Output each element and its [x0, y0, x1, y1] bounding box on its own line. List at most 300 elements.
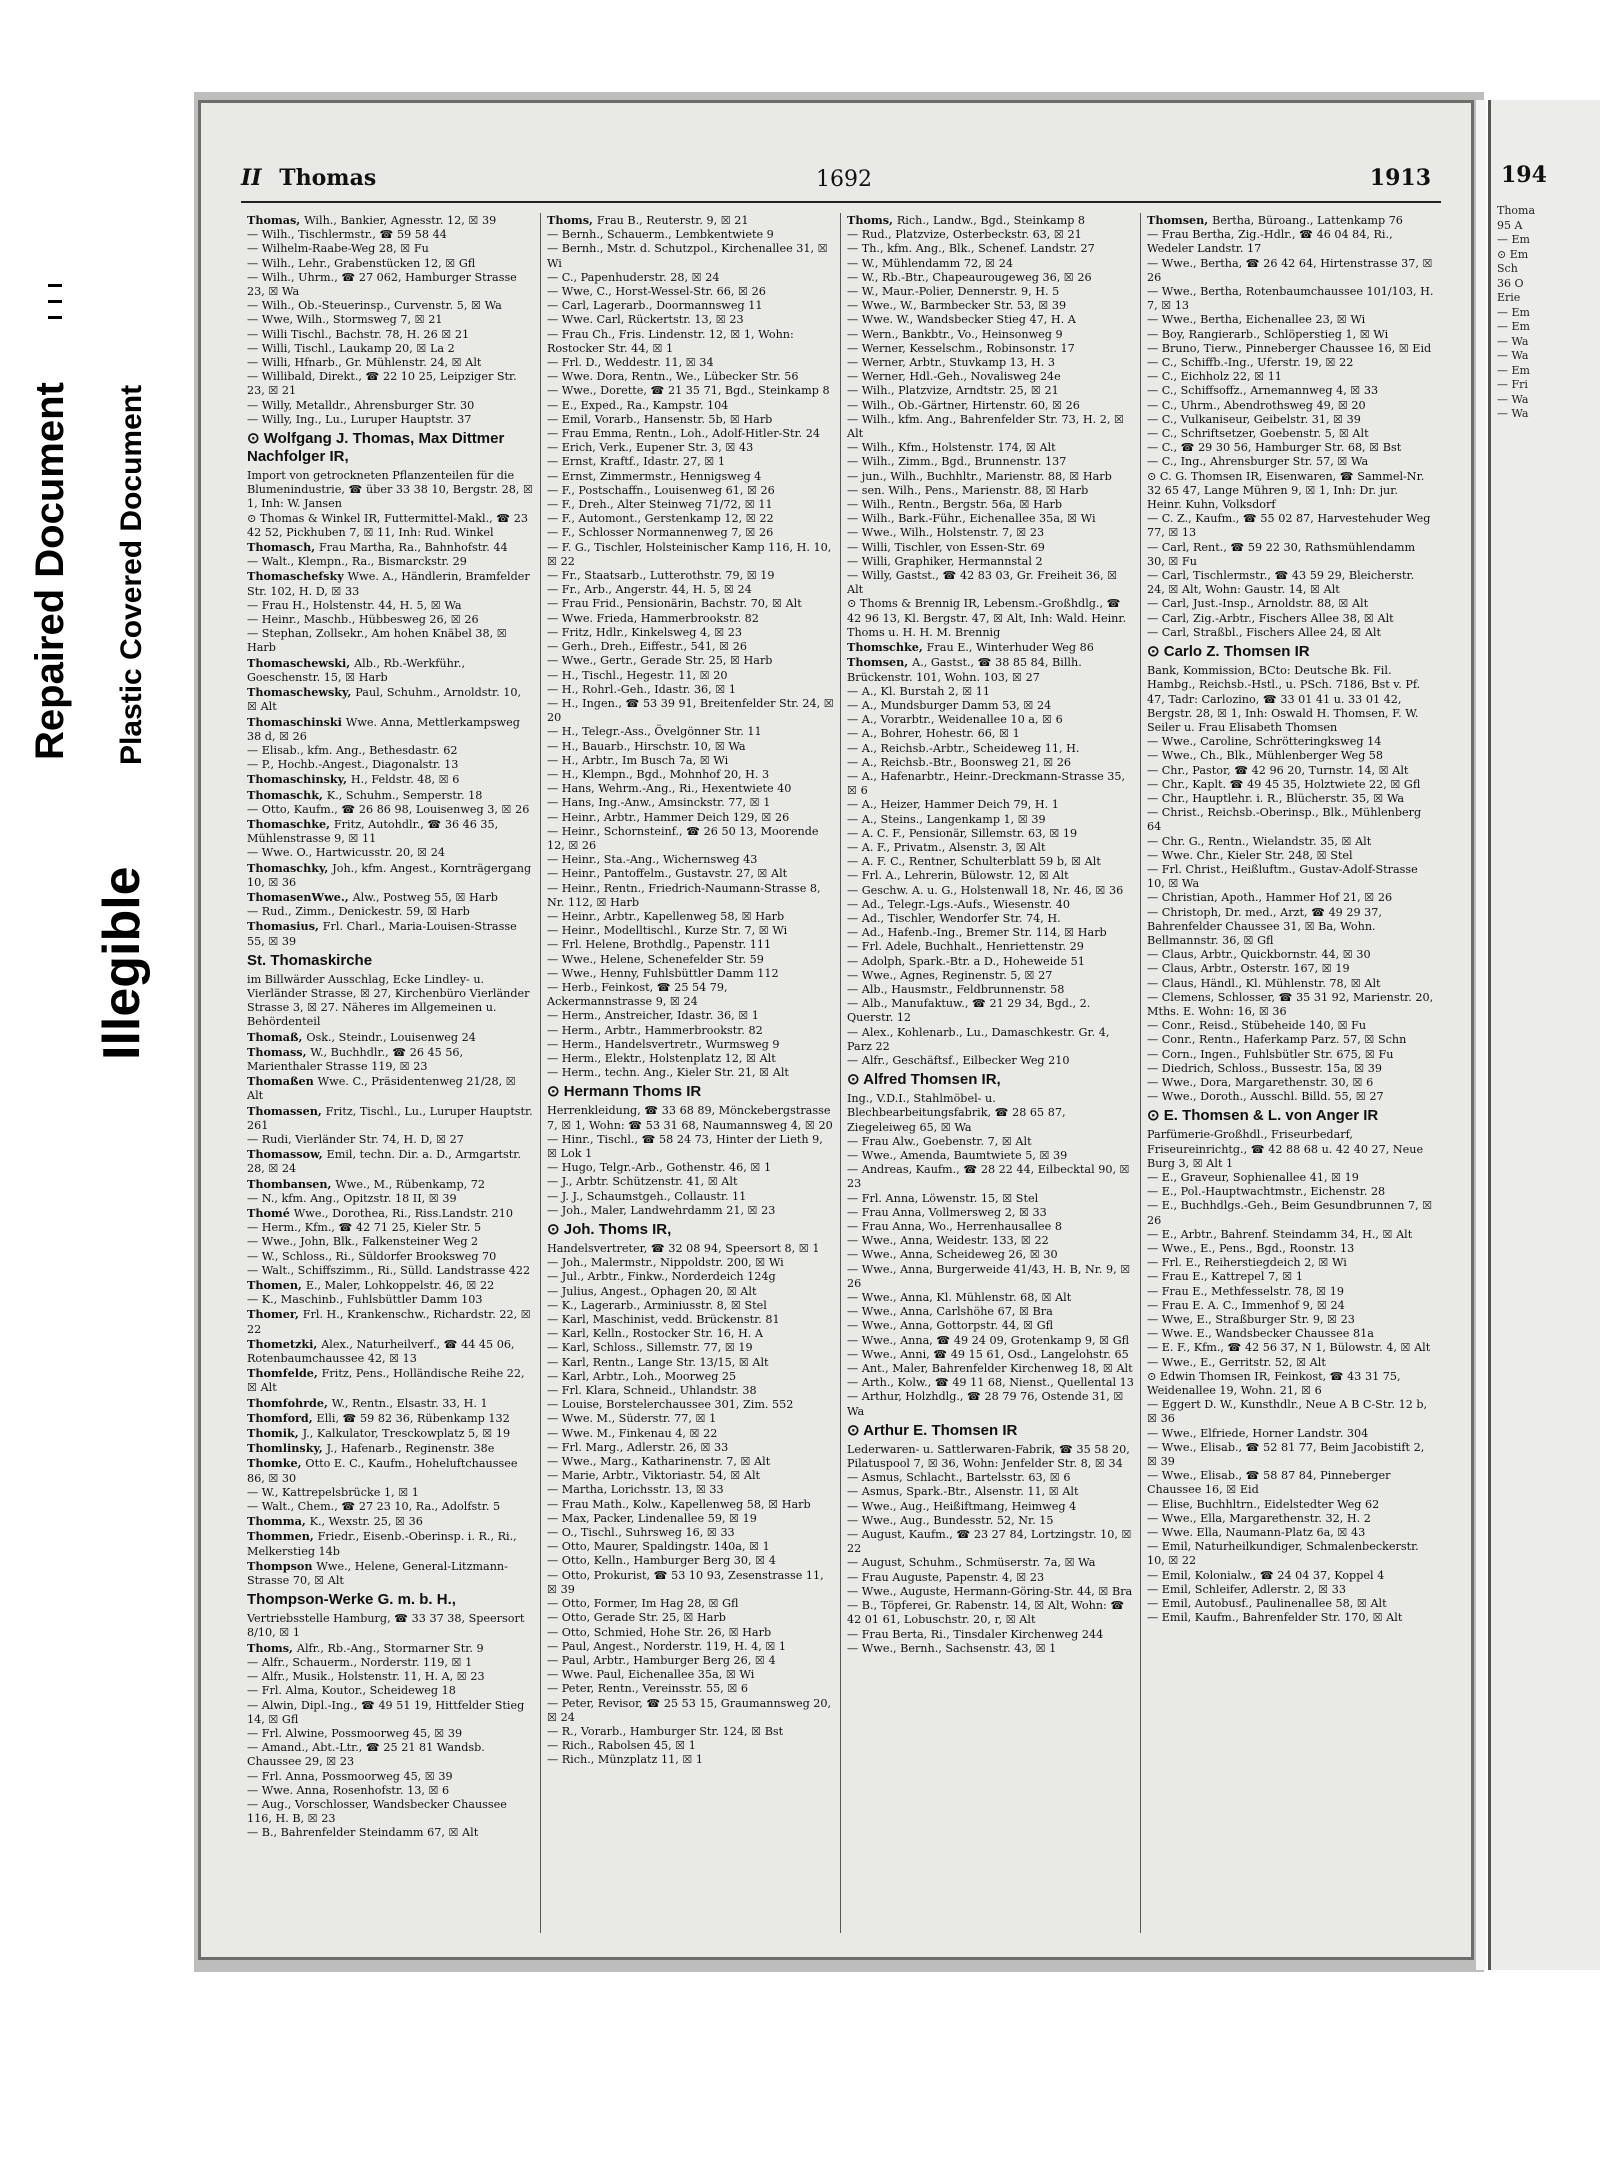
directory-entry — [1147, 1597, 1435, 1611]
directory-entry — [1147, 778, 1435, 792]
entry-text: — H., Ingen., ☎ 53 39 91, Breitenfelder Str. 24, ☒ 20 — [547, 696, 834, 725]
directory-entry — [847, 685, 1134, 699]
entry-text: ⊙ Wolfgang J. Thomas, Max Dittmer Nachfolger IR, — [247, 430, 505, 466]
directory-entry — [547, 569, 834, 583]
entry-text: — Christ., Reichsb.-Oberinsp., Blk., Mühlenberg 64 — [1147, 806, 1422, 834]
directory-entry — [847, 356, 1134, 370]
directory-entry — [247, 846, 534, 860]
entry-text: — Wwe., Elisab., ☎ 52 81 77, Beim Jacobistift 2, ☒ 39 — [1147, 1440, 1425, 1469]
directory-entry — [547, 1654, 834, 1668]
directory-entry — [847, 1305, 1134, 1319]
directory-entry — [247, 1337, 534, 1366]
directory-entry — [247, 370, 534, 398]
entry-text: — C., Schiffb.-Ing., Uferstr. 19, ☒ 22 — [1147, 356, 1354, 370]
directory-heading — [1147, 1107, 1435, 1125]
entry-text: Thompson-Werke G. m. b. H., — [247, 1591, 456, 1609]
entry-text: — C., Eichholz 22, ☒ 11 — [1147, 370, 1282, 384]
entry-text: — Aug., Vorschlosser, Wandsbecker Chaussee 116, H. B, ☒ 23 — [247, 1797, 507, 1826]
directory-entry — [547, 512, 834, 526]
directory-entry — [847, 1348, 1134, 1362]
entry-text: — Chr., Hauptlehr. i. R., Blücherstr. 35, ☒ Wa — [1147, 791, 1405, 805]
entry-text: — E., Graveur, Sophienallee 41, ☒ 19 — [1147, 1171, 1359, 1184]
directory-entry — [547, 285, 834, 299]
directory-entry — [547, 1009, 834, 1023]
directory-entry — [547, 725, 834, 739]
entry-text: — Rich., Münzplatz 11, ☒ 1 — [547, 1753, 704, 1767]
entry-text: — Elisab., kfm. Ang., Bethesdastr. 62 — [247, 743, 458, 757]
entry-text: — Wwe. Anna, Rosenhofstr. 13, ☒ 6 — [247, 1783, 450, 1797]
directory-entry — [547, 981, 834, 1009]
directory-entry — [547, 1161, 834, 1175]
entry-text: — Heinr., Rentn., Friedrich-Naumann-Strasse 8, Nr. 112, ☒ Harb — [547, 881, 821, 909]
entry-text: — Bernh., Mstr. d. Schutzpol., Kirchenallee 31, ☒ Wi — [547, 242, 828, 270]
directory-entry — [547, 1412, 834, 1426]
directory-entry — [547, 1024, 834, 1038]
directory-entry — [847, 1220, 1134, 1234]
directory-entry — [547, 626, 834, 640]
directory-entry — [847, 370, 1134, 384]
directory-entry — [1147, 1526, 1435, 1540]
entry-text: — Carl, Straßbl., Fischers Allee 24, ☒ Alt — [1147, 625, 1382, 639]
column-3 — [841, 213, 1141, 1933]
directory-entry — [547, 271, 834, 285]
entry-text: Herrenkleidung, ☎ 33 68 89, Mönckebergstrasse 7, ☒ 1, Wohn: ☎ 53 31 68, Naumannsweg 4, ☒ 20 — [547, 1104, 833, 1132]
entry-text: — Alfr., Musik., Holstenstr. 11, H. A, ☒ 23 — [247, 1670, 485, 1684]
directory-entry — [547, 1597, 834, 1611]
entry-text: — Frl. Marg., Adlerstr. 26, ☒ 33 — [547, 1440, 729, 1454]
entry-surname: ThomasenWwe., — [247, 889, 353, 904]
directory-entry — [1147, 849, 1435, 863]
directory-entry — [847, 271, 1134, 285]
illegible-label: Illegible — [93, 866, 151, 1060]
adjacent-line: 36 O — [1497, 276, 1524, 290]
entry-text: — Otto, Prokurist, ☎ 53 10 93, Zesenstrasse 11, ☒ 39 — [547, 1568, 824, 1596]
entry-text: Alb., Rb.-Werkführ., Goeschenstr. 15, ☒ Harb — [247, 656, 466, 684]
entry-surname: Thoms, — [247, 1640, 297, 1655]
directory-entry — [847, 969, 1134, 983]
directory-entry — [1147, 313, 1435, 327]
entry-text: — jun., Wilh., Buchhltr., Marienstr. 88, ☒ Harb — [847, 469, 1112, 483]
directory-entry — [547, 1066, 834, 1080]
entry-text: — Wwe. Ella, Naumann-Platz 6a, ☒ 43 — [1147, 1526, 1366, 1540]
entry-text: — E., Exped., Ra., Kampstr. 104 — [547, 398, 729, 412]
entry-text: — Wwe. M., Süderstr. 77, ☒ 1 — [547, 1412, 717, 1426]
directory-entry — [247, 890, 534, 905]
directory-entry — [547, 825, 834, 853]
entry-surname: Thomaschinsky, — [247, 772, 351, 787]
entry-text: — Heinr., Modelltischl., Kurze Str. 7, ☒ Wi — [547, 924, 788, 938]
directory-entry — [847, 1291, 1134, 1305]
entry-text: — Conr., Reisd., Stübeheide 140, ☒ Fu — [1147, 1019, 1367, 1033]
directory-entry — [247, 772, 534, 787]
adjacent-line: Thoma — [1497, 204, 1536, 217]
entry-text: — A., Mundsburger Damm 53, ☒ 24 — [847, 698, 1052, 712]
directory-entry — [247, 1411, 534, 1426]
entry-text: — Martha, Lorichsstr. 13, ☒ 33 — [547, 1483, 724, 1497]
entry-text: — Emil, Schleifer, Adlerstr. 2, ☒ 33 — [1147, 1582, 1346, 1596]
adjacent-line: Erie — [1497, 291, 1521, 304]
entry-text: — Heinr., Schornsteinf., ☎ 26 50 13, Moorende 12, ☒ 26 — [547, 824, 819, 852]
directory-entry — [1147, 1076, 1435, 1090]
entry-text: — W., Rb.-Btr., Chapeaurougeweg 36, ☒ 26 — [847, 270, 1092, 284]
directory-entry — [847, 1585, 1134, 1599]
entry-text: Wwe. C., Präsidentenweg 21/28, ☒ Alt — [247, 1075, 516, 1103]
entry-text: — Ernst, Kraftf., Idastr. 27, ☒ 1 — [547, 455, 726, 469]
entry-text: — Wwe. Dora, Rentn., We., Lübecker Str. 56 — [547, 370, 799, 384]
directory-entry — [547, 541, 834, 569]
entry-text: — Carl, Just.-Insp., Arnoldstr. 88, ☒ Alt — [1147, 597, 1369, 611]
directory-entry — [547, 1175, 834, 1189]
entry-text: — Frl. E., Reiherstiegdeich 2, ☒ Wi — [1147, 1256, 1347, 1270]
entry-surname: Thomma, — [247, 1514, 310, 1529]
directory-entry — [847, 242, 1134, 256]
directory-entry — [247, 1656, 534, 1670]
entry-text: — E. F., Kfm., ☎ 42 56 37, N 1, Bülowstr. 4, ☒ Alt — [1147, 1341, 1431, 1355]
entry-text: — Frau Berta, Ri., Tinsdaler Kirchenweg 244 — [847, 1627, 1104, 1641]
entry-text: — Fr., Staatsarb., Lutterothstr. 79, ☒ 19 — [547, 569, 775, 583]
entry-text: — Frau Anna, Wo., Herrenhausallee 8 — [847, 1220, 1062, 1234]
entry-text: — Frau H., Holstenstr. 44, H. 5, ☒ Wa — [247, 598, 462, 612]
divider-tick — [48, 300, 62, 303]
directory-entry — [547, 1725, 834, 1739]
directory-entry — [847, 1163, 1134, 1191]
directory-entry — [847, 827, 1134, 841]
entry-text: — B., Töpferei, Gr. Rabenstr. 14, ☒ Alt, Wohn: ☎ 42 01 61, Lobuschstr. 20, r, ☒ Alt — [847, 1599, 1125, 1627]
entry-text: — Peter, Rentn., Vereinsstr. 55, ☒ 6 — [547, 1682, 749, 1696]
directory-entry — [1147, 441, 1435, 455]
adjacent-line: — Em — [1497, 305, 1530, 319]
entry-text: — Heinr., Sta.-Ang., Wichernsweg 43 — [547, 853, 758, 867]
directory-entry — [847, 655, 1134, 684]
directory-entry — [1147, 962, 1435, 976]
directory-entry — [547, 683, 834, 697]
entry-text: — Chr. G., Rentn., Wielandstr. 35, ☒ Alt — [1147, 834, 1372, 848]
entry-text: — Bernh., Schauerm., Lembkentwiete 9 — [547, 228, 774, 242]
entry-text: — A., Vorarbtr., Weidenallee 10 a, ☒ 6 — [847, 713, 1063, 727]
directory-entry — [1147, 1370, 1435, 1398]
directory-entry — [847, 455, 1134, 469]
directory-entry — [1147, 213, 1435, 228]
entry-text: Emil, techn. Dir. a. D., Armgartstr. 28, ☒ 24 — [247, 1148, 521, 1176]
directory-entry — [547, 1626, 834, 1640]
directory-entry — [547, 1441, 834, 1455]
directory-entry — [847, 1319, 1134, 1333]
directory-entry — [1147, 356, 1435, 370]
directory-entry — [547, 882, 834, 910]
entry-text: — Wwe. M., Finkenau 4, ☒ 22 — [547, 1426, 718, 1440]
directory-entry — [547, 811, 834, 825]
entry-text: — Bruno, Tierw., Pinneberger Chaussee 16, ☒ Eid — [1147, 341, 1432, 355]
directory-entry — [847, 1642, 1134, 1656]
entry-text: — C., Papenhuderstr. 28, ☒ 24 — [547, 270, 720, 284]
directory-entry — [547, 867, 834, 881]
directory-heading — [247, 952, 534, 970]
entry-text: — J., Arbtr. Schützenstr. 41, ☒ Alt — [547, 1175, 738, 1189]
entry-text: — Wwe., Anna, Burgerweide 41/43, H. B, Nr. 9, ☒ 26 — [847, 1262, 1131, 1290]
directory-entry — [1147, 1313, 1435, 1327]
entry-text: — Claus, Arbtr., Osterstr. 167, ☒ 19 — [1147, 962, 1350, 976]
entry-text: — Erich, Verk., Eupener Str. 3, ☒ 43 — [547, 441, 754, 455]
directory-entry — [247, 1045, 534, 1074]
directory-entry — [847, 855, 1134, 869]
directory-entry — [1147, 342, 1435, 356]
entry-text: — Wilh., Zimm., Bgd., Brunnenstr. 137 — [847, 455, 1067, 469]
entry-text: — Corn., Ingen., Fuhlsbütler Str. 675, ☒ Fu — [1147, 1047, 1394, 1061]
entry-surname: Thomford, — [247, 1410, 317, 1425]
directory-entry — [247, 1293, 534, 1307]
entry-text: — Otto, Schmied, Hohe Str. 26, ☒ Harb — [547, 1625, 772, 1639]
directory-entry — [247, 1278, 534, 1293]
directory-entry — [1147, 749, 1435, 763]
directory-entry — [847, 1149, 1134, 1163]
entry-surname: Thomfelde, — [247, 1366, 322, 1381]
entry-text: — Wwe., Anna, Weidestr. 133, ☒ 22 — [847, 1234, 1049, 1248]
directory-entry — [247, 413, 534, 427]
entry-text: — A., Heizer, Hammer Deich 79, H. 1 — [847, 798, 1059, 812]
directory-entry — [847, 484, 1134, 498]
directory-entry — [547, 526, 834, 540]
running-head-left — [241, 165, 376, 191]
entry-text: Wwe., Helene, General-Litzmann-Strasse 70, ☒ Alt — [247, 1559, 508, 1588]
entry-text: — Wwe. Carl, Rückertstr. 13, ☒ 23 — [547, 313, 744, 327]
entry-text: — C., Ing., Ahrensburger Str. 57, ☒ Wa — [1147, 455, 1369, 469]
entry-text: — Wwe. E., Wandsbecker Chaussee 81a — [1147, 1327, 1374, 1341]
entry-text: — Herm., Handelsvertretr., Wurmsweg 9 — [547, 1037, 780, 1051]
entry-text: — Max, Packer, Lindenallee 59, ☒ 19 — [547, 1511, 757, 1525]
entry-surname: Thomasch, — [247, 540, 320, 555]
entry-text: Joh., kfm. Angest., Kornträgergang 10, ☒ 36 — [247, 861, 532, 889]
entry-text: Lederwaren- u. Sattlerwaren-Fabrik, ☎ 35 58 20, Pilatuspool 7, ☒ 36, Wohn: Jenfelder Str. 8, ☒ 34 — [847, 1442, 1130, 1471]
entry-text: — Walt., Klempn., Ra., Bismarckstr. 29 — [247, 555, 467, 569]
entry-text: ⊙ Alfred Thomsen IR, — [847, 1071, 1001, 1089]
entry-text: — Willy, Ing., Lu., Luruper Hauptstr. 37 — [247, 412, 472, 426]
directory-entry — [547, 370, 834, 384]
entry-text: — Karl, Schloss., Sillemstr. 77, ☒ 19 — [547, 1341, 753, 1355]
directory-entry — [547, 242, 834, 270]
entry-text: — Wwe., Aug., Heißiftmang, Heimweg 4 — [847, 1499, 1077, 1513]
directory-entry — [547, 612, 834, 626]
directory-entry — [847, 1206, 1134, 1220]
directory-entry — [847, 1471, 1134, 1485]
directory-entry — [847, 1026, 1134, 1054]
directory-entry — [247, 1426, 534, 1441]
entry-text: Handelsvertreter, ☎ 32 08 94, Speersort 8, ☒ 1 — [547, 1242, 820, 1256]
directory-entry — [247, 861, 534, 890]
directory-entry — [547, 953, 834, 967]
directory-entry — [847, 640, 1134, 655]
entry-text: Elli, ☎ 59 82 36, Rübenkamp 132 — [316, 1411, 510, 1425]
directory-entry — [847, 257, 1134, 271]
directory-entry — [847, 441, 1134, 455]
directory-entry — [847, 498, 1134, 512]
entry-text: — Otto, Kelln., Hamburger Berg 30, ☒ 4 — [547, 1554, 776, 1568]
directory-entry — [1147, 1185, 1435, 1199]
entry-text: — Paul, Angest., Norderstr. 119, H. 4, ☒ 1 — [547, 1639, 787, 1653]
directory-entry — [547, 1256, 834, 1270]
entry-text: H., Feldstr. 48, ☒ 6 — [350, 773, 460, 787]
directory-entry — [847, 299, 1134, 313]
entry-text: — E., Buchhdlgs.-Geh., Beim Gesundbrunnen 7, ☒ 26 — [1147, 1199, 1433, 1227]
entry-text: — Stephan, Zollsekr., Am hohen Knäbel 38, ☒ Harb — [247, 627, 507, 655]
entry-text: — Alfr., Schauerm., Norderstr. 119, ☒ 1 — [247, 1655, 473, 1669]
directory-heading — [847, 1071, 1134, 1089]
entry-text: — Claus, Arbtr., Quickbornstr. 44, ☒ 30 — [1147, 948, 1371, 962]
directory-entry — [247, 1206, 534, 1221]
directory-entry — [1147, 328, 1435, 342]
entry-text: Fritz, Tischl., Lu., Luruper Hauptstr. 261 — [247, 1104, 533, 1132]
directory-entry — [847, 413, 1134, 441]
entry-text: — Willi, Hfnarb., Gr. Mühlenstr. 24, ☒ Alt — [247, 356, 482, 370]
section-numeral: II — [241, 165, 262, 191]
directory-entry — [247, 1727, 534, 1741]
adjacent-line: — Fri — [1497, 378, 1528, 391]
directory-entry — [1147, 1242, 1435, 1256]
directory-entry — [847, 1054, 1134, 1068]
directory-entry — [547, 1611, 834, 1625]
directory-entry — [1147, 413, 1435, 427]
directory-entry — [247, 271, 534, 299]
directory-entry — [847, 756, 1134, 770]
entry-text: — W., Schloss., Ri., Süldorfer Brooksweg 70 — [247, 1249, 497, 1263]
directory-entry — [547, 640, 834, 654]
entry-text: — Karl, Maschinist, vedd. Brückenstr. 81 — [547, 1313, 780, 1327]
directory-entry — [1147, 735, 1435, 749]
directory-entry — [547, 1384, 834, 1398]
directory-entry — [247, 788, 534, 803]
entry-text: Alfr., Rb.-Ang., Stormarner Str. 9 — [296, 1641, 484, 1655]
entry-text: Fritz, Pens., Holländische Reihe 22, ☒ Alt — [247, 1367, 525, 1395]
directory-entry — [247, 1264, 534, 1278]
directory-entry — [547, 427, 834, 441]
directory-entry — [547, 384, 834, 398]
directory-entry — [1147, 1327, 1435, 1341]
directory-entry — [547, 1327, 834, 1341]
entry-text: — W., Kattrepelsbrücke 1, ☒ 1 — [247, 1485, 419, 1499]
directory-entry — [847, 770, 1134, 798]
directory-entry — [547, 1104, 834, 1132]
entry-surname: Thombansen, — [247, 1176, 336, 1191]
entry-text: — Frl. D., Weddestr. 11, ☒ 34 — [547, 356, 714, 370]
entry-text: — Wwe., Ch., Blk., Mühlenberger Weg 58 — [1147, 749, 1384, 763]
entry-text: Alw., Postweg 55, ☒ Harb — [352, 890, 498, 904]
entry-text: — Wwe., John, Blk., Falkensteiner Weg 2 — [247, 1235, 479, 1249]
directory-entry — [547, 1038, 834, 1052]
entry-text: — Willi, Graphiker, Hermannstal 2 — [847, 554, 1043, 568]
directory-entry — [247, 817, 534, 846]
entry-text: — Carl, Rent., ☎ 59 22 30, Rathsmühlendamm 30, ☒ Fu — [1147, 540, 1416, 568]
directory-entry — [247, 1612, 534, 1640]
entry-text: — Wilh., Uhrm., ☎ 27 062, Hamburger Strasse 23, ☒ Wa — [247, 270, 517, 299]
directory-entry — [847, 713, 1134, 727]
entry-text: — Heinr., Arbtr., Kapellenweg 58, ☒ Harb — [547, 909, 785, 923]
entry-text: — Werner, Kesselschm., Robinsonstr. 17 — [847, 341, 1075, 355]
entry-text: — Clemens, Schlosser, ☎ 35 31 92, Marienstr. 20, Mths. E. Wohn: 16, ☒ 36 — [1147, 990, 1434, 1018]
entry-text: — N., kfm. Ang., Opitzstr. 18 II, ☒ 39 — [247, 1191, 457, 1205]
entry-text: — Wwe., Auguste, Hermann-Göring-Str. 44, ☒ Bra — [847, 1584, 1133, 1598]
directory-entry — [547, 413, 834, 427]
entry-text: K., Wexstr. 25, ☒ 36 — [309, 1515, 423, 1529]
entry-text: — Carl, Tischlermstr., ☎ 43 59 29, Bleicherstr. 24, ☒ Alt, Wohn: Gaustr. 14, ☒ Alt — [1147, 569, 1415, 597]
entry-text: ⊙ Joh. Thoms IR, — [547, 1221, 672, 1239]
directory-entry — [247, 627, 534, 655]
entry-surname: Thomaschewsky, — [247, 685, 356, 700]
directory-entry — [247, 1684, 534, 1698]
entry-text: — Amand., Abt.-Ltr., ☎ 25 21 81 Wandsb. Chaussee 29, ☒ 23 — [247, 1741, 485, 1769]
entry-text: Frl. H., Krankenschw., Richardstr. 22, ☒ 22 — [247, 1308, 531, 1336]
entry-text: ⊙ Carlo Z. Thomsen IR — [1147, 643, 1310, 661]
entry-text: — Conr., Rentn., Haferkamp Parz. 57, ☒ Schn — [1147, 1033, 1407, 1047]
directory-entry — [547, 1427, 834, 1441]
entry-text: — H., Tischl., Hegestr. 11, ☒ 20 — [547, 668, 728, 682]
entry-text: Wwe. A., Händlerin, Bramfelder Str. 102, H. D, ☒ 33 — [247, 570, 530, 598]
directory-entry — [1147, 664, 1435, 735]
entry-text: — Chr., Pastor, ☎ 42 96 20, Turnstr. 14, ☒ Alt — [1147, 763, 1409, 777]
entry-text: — Frl. Anna, Löwenstr. 15, ☒ Stel — [847, 1191, 1039, 1205]
entry-text: — F., Schlosser Normannenweg 7, ☒ 26 — [547, 526, 774, 540]
entry-text: — Ant., Maler, Bahrenfelder Kirchenweg 18, ☒ Alt — [847, 1362, 1133, 1376]
entry-text: — Wilhelm-Raabe-Weg 28, ☒ Fu — [247, 242, 429, 256]
directory-entry — [1147, 1583, 1435, 1597]
directory-entry — [847, 898, 1134, 912]
entry-surname: Thomasius, — [247, 919, 323, 934]
directory-entry — [247, 356, 534, 370]
directory-entry — [847, 983, 1134, 997]
entry-text: — Frl. Alma, Koutor., Scheideweg 18 — [247, 1684, 456, 1698]
entry-text: — Wwe. O., Hartwicusstr. 20, ☒ 24 — [247, 846, 446, 860]
entry-text: — H., Bauarb., Hirschstr. 10, ☒ Wa — [547, 739, 746, 753]
adjacent-line: ⊙ Em — [1497, 247, 1529, 261]
column-1 — [241, 213, 541, 1933]
entry-text: — Karl, Arbtr., Loh., Moorweg 25 — [547, 1369, 737, 1383]
entry-text: — Wwe. W., Wandsbecker Stieg 47, H. A — [847, 313, 1076, 327]
entry-text: — Heinr., Maschb., Hübbesweg 26, ☒ 26 — [247, 613, 479, 627]
directory-entry — [247, 1192, 534, 1206]
adjacent-line: 95 A — [1497, 218, 1523, 232]
entry-text: — A. C. F., Pensionär, Sillemstr. 63, ☒ 19 — [847, 826, 1078, 840]
entry-surname: Thomlinsky, — [247, 1441, 327, 1456]
entry-text: — F., Postschaffn., Louisenweg 61, ☒ 26 — [547, 483, 775, 497]
entry-text: — Wwe., Elfriede, Horner Landstr. 304 — [1147, 1426, 1369, 1440]
entry-text: — Heinr., Arbtr., Hammer Deich 129, ☒ 26 — [547, 810, 790, 824]
page-gutter — [1476, 100, 1486, 1970]
directory-entry — [847, 597, 1134, 640]
entry-text: — Herm., techn. Ang., Kieler Str. 21, ☒ Alt — [547, 1066, 789, 1080]
entry-text: — Alwin, Dipl.-Ing., ☎ 49 51 19, Hittfelder Stieg 14, ☒ Gfl — [247, 1698, 525, 1726]
directory-entry — [547, 669, 834, 683]
entry-text: — Otto, Former, Im Hag 28, ☒ Gfl — [547, 1597, 739, 1611]
entry-text: — Wwe., Marg., Katharinenstr. 7, ☒ Alt — [547, 1455, 771, 1469]
directory-entry — [847, 798, 1134, 812]
adjacent-line: — Wa — [1497, 349, 1529, 362]
entry-text: Otto E. C., Kaufm., Hoheluftchaussee 86, ☒ 30 — [247, 1457, 518, 1485]
entry-surname: Thomschke, — [847, 640, 927, 655]
directory-entry — [547, 1554, 834, 1568]
directory-entry — [247, 1074, 534, 1103]
directory-entry — [247, 257, 534, 271]
directory-entry — [847, 1571, 1134, 1585]
entry-text: — A., Hafenarbtr., Heinr.-Dreckmann-Strasse 35, ☒ 6 — [847, 769, 1126, 798]
entry-surname: Thommen, — [247, 1529, 318, 1544]
entry-text: Wwe., Dorothea, Ri., Riss.Landstr. 210 — [293, 1207, 514, 1220]
entry-text: Wwe., M., Rübenkamp, 72 — [335, 1177, 485, 1191]
directory-entry — [847, 1500, 1134, 1514]
entry-text: — Jul., Arbtr., Finkw., Norderdeich 124g — [547, 1270, 776, 1284]
directory-entry — [1147, 1048, 1435, 1062]
directory-entry — [847, 884, 1134, 898]
entry-text: — A. F., Privatm., Alsenstr. 3, ☒ Alt — [847, 840, 1046, 854]
directory-entry — [1147, 399, 1435, 413]
directory-entry — [847, 813, 1134, 827]
